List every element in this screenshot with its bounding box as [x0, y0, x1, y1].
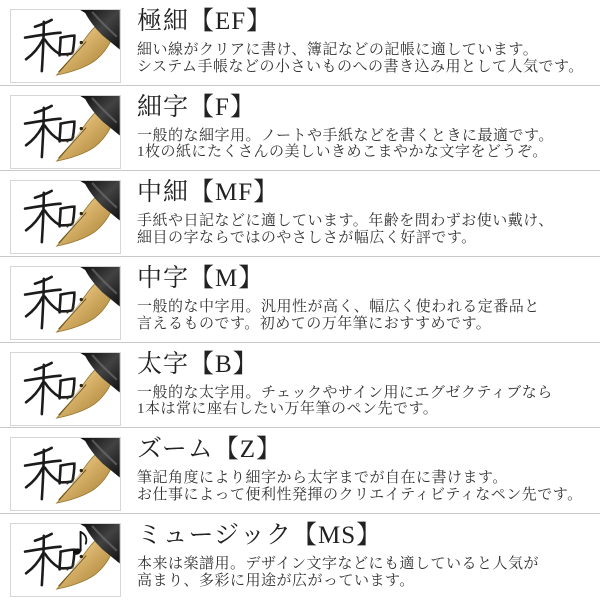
pen-nib-icon: [57, 524, 120, 589]
pen-nib-icon: [57, 10, 120, 75]
pen-nib-icon: [57, 96, 120, 161]
nib-photo: [10, 266, 121, 340]
nib-photo: [10, 9, 121, 83]
nib-description-line2: お仕事によって便利性発揮のクリエイティビティなペン先です。: [137, 486, 583, 503]
nib-row-ms: [0, 514, 600, 600]
nib-photo: [10, 180, 121, 254]
nib-description-line1: 一般的な太字用。チェックやサイン用にエグゼクティブなら: [137, 384, 553, 401]
nib-description-line1: 本来は楽譜用。デザイン文字などにも適していると人気が: [137, 556, 539, 573]
nib-description-line2: 高まり、多彩に用途が広がっています。: [137, 572, 415, 589]
nib-row-f: [0, 86, 600, 172]
nib-description-line2: 1枚の紙にたくさんの美しいきめこまやかな文字をどうぞ。: [137, 144, 548, 161]
nib-description-line1: 細い線がクリアに書け、簿記などの記帳に適しています。: [137, 42, 539, 58]
nib-title: ミュージック【MS】: [137, 522, 383, 550]
nib-description-line2: システム手帳などの小さいものへの書き込み用として人気です。: [137, 58, 584, 75]
nib-title: 中細【MF】: [137, 179, 280, 207]
nib-photo: [10, 352, 121, 426]
nib-description-line1: 手紙や日記などに適しています。年齢を問わずお使い戴け、: [137, 213, 554, 230]
nib-description-line2: 言えるものです。初めての万年筆におすすめです。: [137, 315, 492, 332]
nib-row-ef: [0, 0, 600, 86]
nib-title: 中字【M】: [137, 265, 265, 293]
nib-photo: [10, 523, 121, 597]
nib-description-line2: 細目の字ならではのやさしさが幅広く好評です。: [137, 229, 477, 246]
nib-title: 太字【B】: [137, 350, 259, 378]
nib-title: 細字【F】: [137, 93, 256, 121]
nib-photo: [10, 437, 121, 511]
nib-title: 極細【EF】: [137, 8, 273, 35]
nib-description-line2: 1本は常に座右したい万年筆のペン先です。: [137, 401, 439, 418]
nib-row-m: [0, 257, 600, 343]
nib-title: ズーム【Z】: [137, 436, 283, 464]
nib-photo: [10, 95, 121, 169]
nib-description-line1: 筆記角度により細字から太字までが自在に書けます。: [137, 470, 508, 487]
nib-row-mf: [0, 171, 600, 257]
nib-row-z: [0, 428, 600, 514]
music-note-icon: [72, 532, 86, 556]
pen-nib-icon: [57, 181, 120, 246]
nib-row-b: [0, 343, 600, 429]
pen-nib-icon: [57, 438, 120, 503]
nib-description-line1: 一般的な中字用。汎用性が高く、幅広く使われる定番品と: [137, 299, 540, 316]
pen-nib-icon: [57, 267, 120, 332]
nib-description-line1: 一般的な細字用。ノートや手紙などを書くときに最適です。: [137, 127, 554, 144]
pen-nib-icon: [57, 353, 120, 418]
